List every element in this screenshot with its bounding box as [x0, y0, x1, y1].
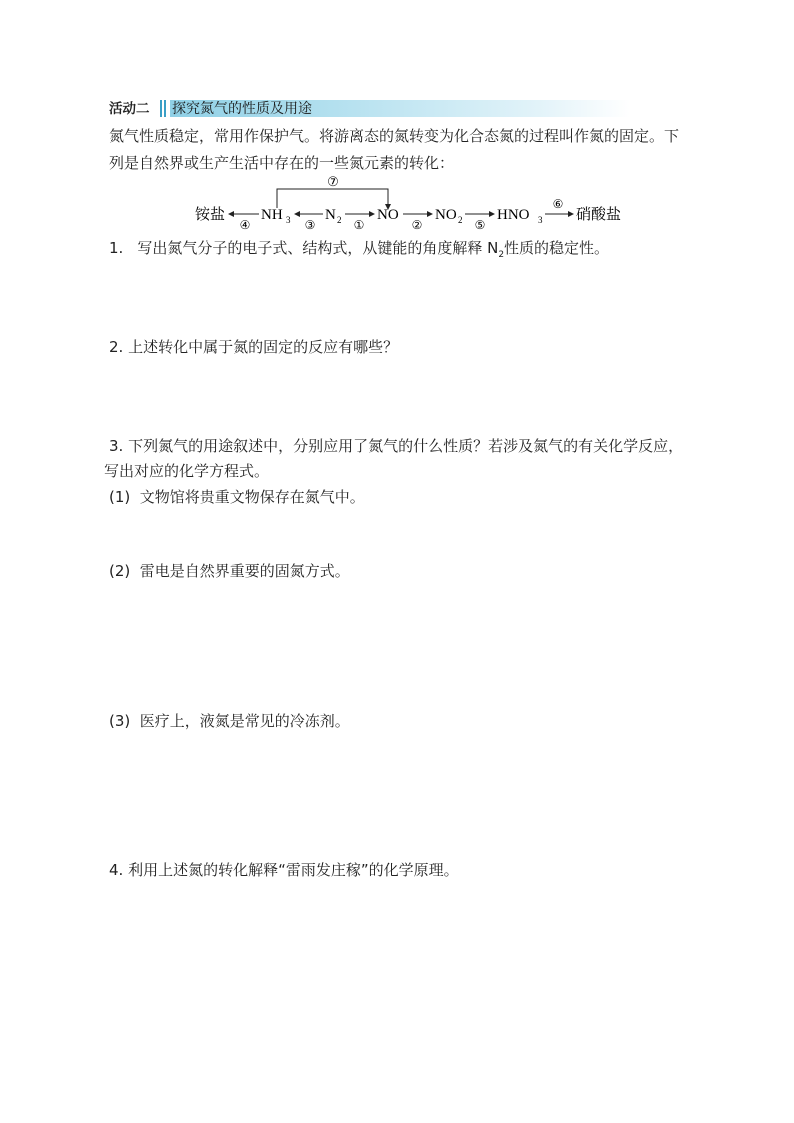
question-1-text-end: 性质的稳定性。: [504, 239, 610, 257]
species-no: NO: [377, 207, 399, 223]
activity-label: 活动二: [109, 101, 150, 117]
intro-line-1: 氮气性质稳定，常用作保护气。将游离态的氮转变为化合态氮的过程叫作氮的固定。下: [109, 127, 680, 145]
question-1-subscript: 2: [498, 250, 505, 260]
species-no2: NO: [435, 207, 457, 223]
step-label-2: ②: [411, 218, 423, 230]
question-3-part-1: [109, 488, 365, 506]
step-label-7: ⑦: [327, 174, 339, 189]
part-2-text: 雷电是自然界重要的固氮方式。: [139, 562, 350, 580]
question-2: 2. 上述转化中属于氮的固定的反应有哪些？: [109, 338, 399, 356]
species-nitrate: 硝酸盐: [576, 207, 622, 223]
question-1: [109, 239, 609, 264]
question-3-line-1: 3. 下列氮气的用途叙述中，分别应用了氮气的什么性质？若涉及氮气的有关化学反应，: [109, 437, 684, 455]
part-3-number: (3): [109, 712, 131, 730]
species-hno3: HNO: [497, 207, 530, 223]
species-no2-sub: 2: [458, 215, 463, 225]
species-n2: N: [325, 207, 336, 223]
nitrogen-conversion-diagram: [195, 170, 635, 230]
header-divider-bars: [159, 100, 169, 117]
arrow-nh3-to-no: [277, 189, 388, 208]
part-3-text: 医疗上，液氮是常见的冷冻剂。: [139, 712, 350, 730]
question-4: 4. 利用上述氮的转化解释“雷雨发庄稼”的化学原理。: [109, 861, 459, 879]
species-nh3-sub: 3: [286, 215, 291, 225]
question-1-number: 1.: [109, 239, 124, 257]
part-1-text: 文物馆将贵重文物保存在氮气中。: [139, 488, 365, 506]
species-nh3: NH: [261, 207, 283, 223]
question-3-part-3: [109, 712, 350, 730]
intro-line-2: 列是自然界或生产生活中存在的一些氮元素的转化：: [109, 154, 455, 172]
step-label-4: ④: [239, 218, 251, 230]
step-label-5: ⑤: [474, 218, 486, 230]
question-3-line-2: 写出对应的化学方程式。: [104, 462, 270, 480]
question-3-part-2: [109, 562, 350, 580]
step-label-3: ③: [304, 218, 316, 230]
question-1-text: 写出氮气分子的电子式、结构式，从键能的角度解释 N: [137, 239, 499, 257]
part-1-number: (1): [109, 488, 131, 506]
step-label-6: ⑥: [552, 197, 564, 211]
step-label-1: ①: [353, 218, 365, 230]
species-hno3-sub: 3: [538, 215, 543, 225]
part-2-number: (2): [109, 562, 131, 580]
species-ammonium-salt: 铵盐: [195, 207, 226, 223]
activity-title: 探究氮气的性质及用途: [172, 101, 312, 117]
species-n2-sub: 2: [337, 215, 342, 225]
